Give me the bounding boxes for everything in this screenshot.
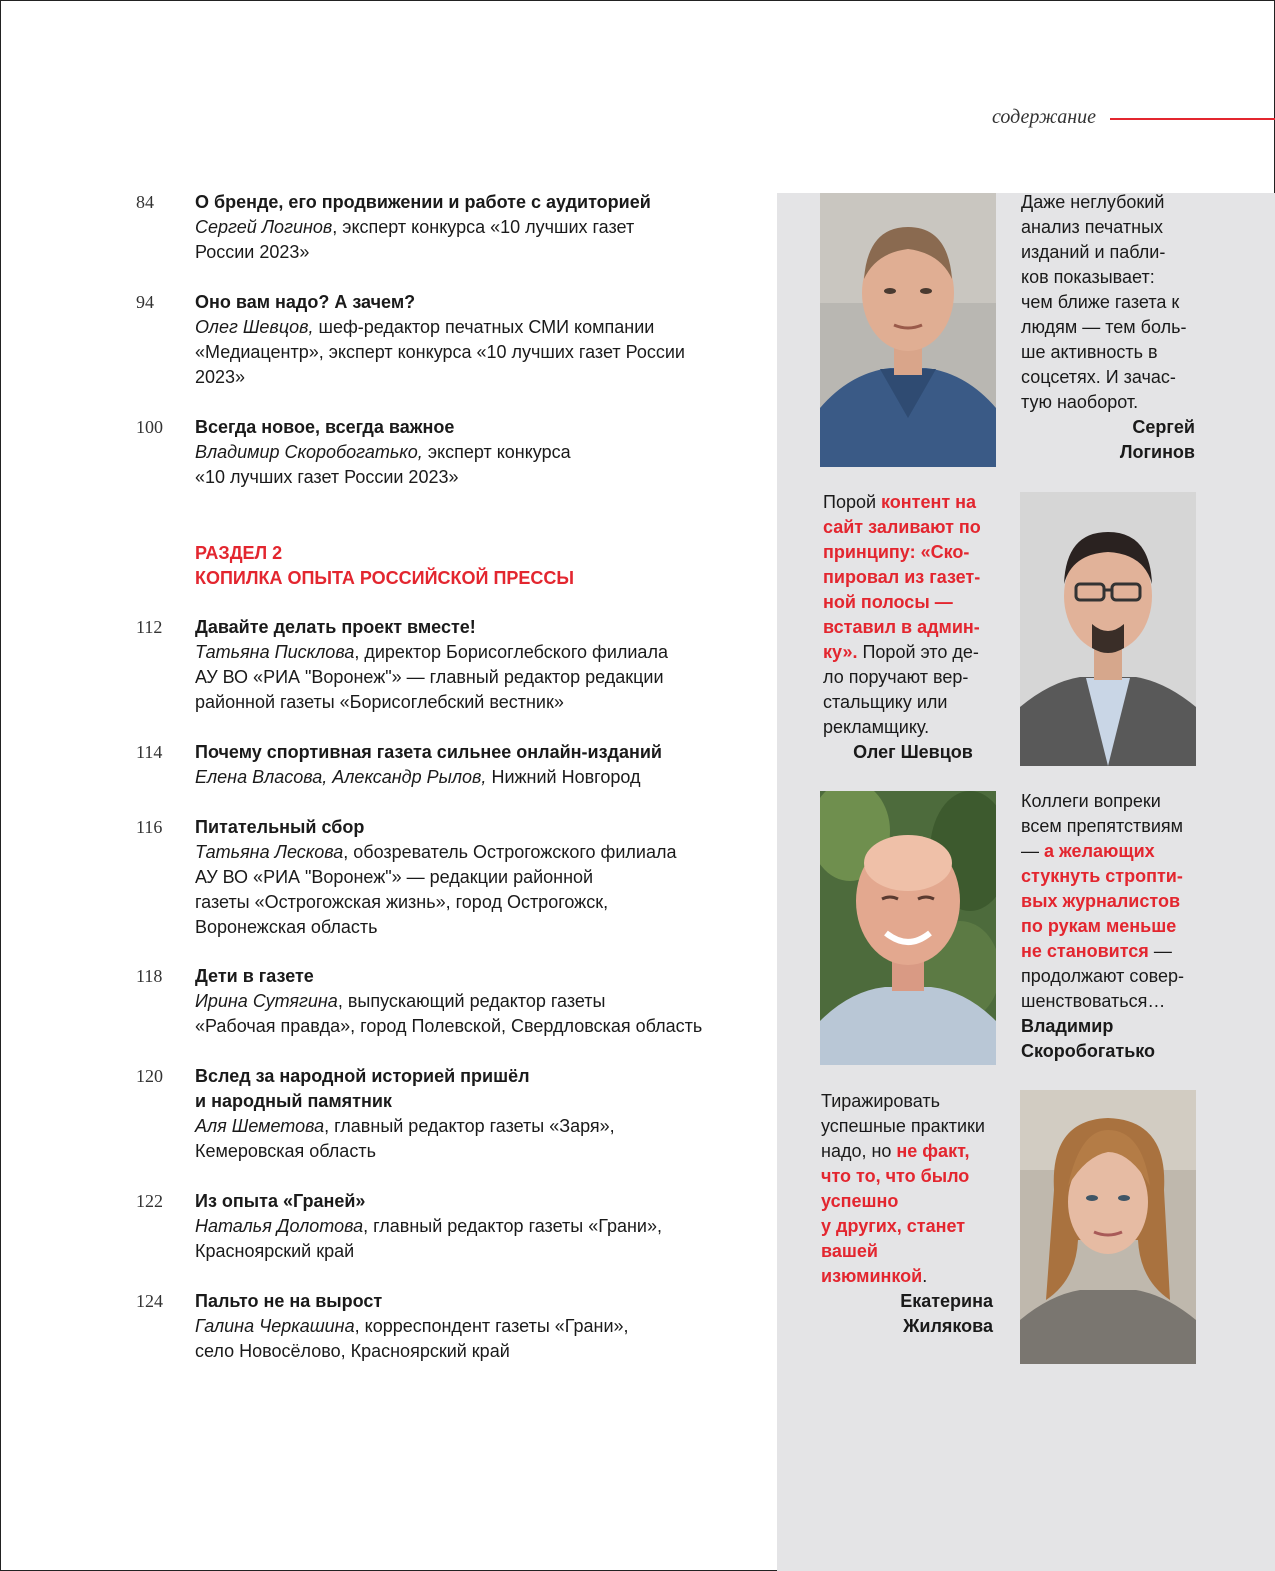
- quote-line: [1021, 839, 1211, 864]
- quote-text: рекламщику.: [823, 717, 930, 737]
- quote-text: .: [922, 1266, 928, 1286]
- quote-text: ше активность в: [1021, 342, 1158, 362]
- quote-highlight: ной полосы —: [823, 592, 953, 612]
- quote-line: [1021, 914, 1211, 939]
- portrait-photo-ekaterina-zhilyakova: [1020, 1090, 1196, 1364]
- toc-author-role: , выпускающий редактор газеты: [337, 991, 606, 1011]
- quote-text: стальщику или: [823, 692, 948, 712]
- toc-entry-author-line: [195, 640, 735, 665]
- quote-line: [1021, 265, 1211, 290]
- quote-attribution: Екатерина: [900, 1291, 993, 1311]
- quote-attribution: Владимир: [1021, 1016, 1114, 1036]
- quote-oleg-shevtsov: [823, 490, 1003, 765]
- toc-page-number: 84: [136, 192, 154, 212]
- quote-highlight: не факт,: [896, 1141, 970, 1161]
- toc-author-role: Нижний Новгород: [486, 767, 641, 787]
- toc-page-number: 120: [136, 1066, 163, 1086]
- quote-text: ков показывает:: [1021, 267, 1155, 287]
- quote-text: успешные практики: [821, 1116, 985, 1136]
- quote-line: [823, 690, 1003, 715]
- toc-author-role: , главный редактор газеты «Грани»,: [363, 1216, 662, 1236]
- quote-highlight: вставил в админ-: [823, 617, 980, 637]
- quote-attribution: Олег Шевцов: [853, 742, 973, 762]
- toc-entry-body: [195, 1064, 735, 1164]
- toc-entry-title: Всегда новое, всегда важное: [195, 417, 455, 437]
- toc-entry-author-line: Кемеровская область: [195, 1141, 376, 1161]
- toc-entry-title: Оно вам надо? А зачем?: [195, 292, 416, 312]
- toc-entry-author-line: «Рабочая правда», город Полевской, Свердловская область: [195, 1016, 703, 1036]
- toc-author-name: Наталья Долотова: [195, 1216, 364, 1236]
- toc-page-number: 118: [136, 966, 163, 986]
- quote-line: [1021, 889, 1211, 914]
- quote-text: анализ печатных: [1021, 217, 1164, 237]
- quote-attribution: Логинов: [1119, 442, 1195, 462]
- toc-entry-author-line: районной газеты «Борисоглебский вестник»: [195, 692, 564, 712]
- toc-author-role: эксперт конкурса: [422, 442, 571, 462]
- toc-entry-body: [195, 815, 735, 940]
- toc-entry-author-line: Воронежская область: [195, 917, 378, 937]
- toc-entry-title: О бренде, его продвижении и работе с аудиторией: [195, 192, 651, 212]
- quote-line: [1021, 240, 1211, 265]
- toc-entry-author-line: [195, 215, 735, 240]
- toc-entry-author-line: АУ ВО «РИА "Воронеж"» — главный редактор редакции: [195, 667, 664, 687]
- quote-line: [821, 1239, 1011, 1264]
- toc-page-number: 124: [136, 1291, 163, 1311]
- toc-entry-body: [195, 1289, 735, 1364]
- quote-line: [821, 1189, 1011, 1214]
- quote-text: —: [1148, 941, 1172, 961]
- quote-line: [823, 615, 1003, 640]
- toc-entry-title: и народный памятник: [195, 1091, 392, 1111]
- toc-entry-author-line: «10 лучших газет России 2023»: [195, 467, 459, 487]
- toc-entry-title: Из опыта «Граней»: [195, 1191, 366, 1211]
- quote-highlight: контент на: [881, 492, 977, 512]
- quote-highlight: успешно: [821, 1191, 899, 1211]
- toc-page-number: 94: [136, 292, 154, 312]
- toc-author-name: Ирина Сутягина: [195, 991, 338, 1011]
- quote-line: [1021, 390, 1211, 415]
- portrait-photo-vladimir-skorobogatko: [820, 791, 996, 1065]
- toc-entry-title: Давайте делать проект вместе!: [195, 617, 476, 637]
- section-number: РАЗДЕЛ 2: [195, 543, 283, 563]
- quote-highlight: вашей: [821, 1241, 878, 1261]
- toc-entry-author-line: [195, 1114, 735, 1139]
- toc-entry-author-line: газеты «Острогожская жизнь», город Острогожск,: [195, 892, 609, 912]
- quote-line: [1021, 864, 1211, 889]
- quote-text: ло поручают вер-: [823, 667, 969, 687]
- quote-line: [823, 515, 1003, 540]
- quote-line: [821, 1089, 1011, 1114]
- toc-entry-body: [195, 1189, 735, 1264]
- quote-text: продолжают совер-: [1021, 966, 1184, 986]
- toc-author-name: Сергей Логинов: [195, 217, 333, 237]
- quote-text: изданий и пабли-: [1021, 242, 1166, 262]
- portrait-photo-oleg-shevtsov: [1020, 492, 1196, 766]
- toc-entry-body: [195, 740, 735, 790]
- toc-entry-author-line: «Медиацентр», эксперт конкурса «10 лучших газет России: [195, 342, 685, 362]
- quote-vladimir-skorobogatko: [1021, 789, 1211, 1064]
- quote-highlight: у других, станет: [821, 1216, 966, 1236]
- quote-text: всем препятствиям: [1021, 816, 1184, 836]
- quote-highlight: вых журналистов: [1021, 891, 1181, 911]
- toc-author-role: , главный редактор газеты «Заря»,: [324, 1116, 615, 1136]
- quote-text: Коллеги вопреки: [1021, 791, 1161, 811]
- toc-entry-author-line: [195, 1214, 735, 1239]
- toc-entry-body: [195, 415, 735, 490]
- quote-line: [821, 1264, 1011, 1289]
- toc-author-name: Галина Черкашина: [195, 1316, 355, 1336]
- quote-highlight: по рукам меньше: [1021, 916, 1177, 936]
- quote-text: Порой: [823, 492, 882, 512]
- quote-line: [1021, 215, 1211, 240]
- toc-entry-title: Вслед за народной историей пришёл: [195, 1066, 530, 1086]
- toc-author-role: , обозреватель Острогожского филиала: [343, 842, 677, 862]
- toc-page-number: 122: [136, 1191, 163, 1211]
- quote-text: Даже неглубокий: [1021, 192, 1165, 212]
- toc-entry-body: [195, 615, 735, 715]
- quote-line: [1021, 290, 1211, 315]
- quote-highlight: а желающих: [1044, 841, 1155, 861]
- quote-text: —: [1021, 841, 1045, 861]
- quote-line: [1021, 964, 1211, 989]
- quote-highlight: принципу: «Ско-: [823, 542, 970, 562]
- quote-line: [1021, 989, 1211, 1014]
- quote-highlight: сайт заливают по: [823, 517, 981, 537]
- quote-attribution: Жилякова: [903, 1316, 993, 1336]
- quote-highlight: стукнуть стропти-: [1021, 866, 1183, 886]
- quote-highlight: изюминкой: [821, 1266, 923, 1286]
- quote-attribution: Сергей: [1132, 417, 1195, 437]
- toc-entry-author-line: России 2023»: [195, 242, 310, 262]
- quote-ekaterina-zhilyakova: [821, 1089, 1011, 1339]
- section-label: содержание: [992, 106, 1096, 128]
- toc-entry-author-line: [195, 315, 735, 340]
- toc-entry-author-line: [195, 989, 735, 1014]
- toc-page-number: 112: [136, 617, 163, 637]
- quote-line: [1021, 814, 1211, 839]
- quote-line: [1021, 190, 1211, 215]
- quote-line: [821, 1164, 1011, 1189]
- toc-author-name: Татьяна Писклова: [195, 642, 355, 662]
- quote-text: шенствоваться…: [1021, 991, 1166, 1011]
- quote-highlight: что то, что было: [821, 1166, 970, 1186]
- quote-line: [823, 590, 1003, 615]
- quote-sergey-loginov: [1021, 190, 1211, 465]
- quote-attribution: Скоробогатько: [1021, 1041, 1156, 1061]
- section-heading: [195, 541, 735, 591]
- quote-line: [1021, 315, 1211, 340]
- toc-page-number: 116: [136, 817, 163, 837]
- quote-line: [821, 1139, 1011, 1164]
- quote-line: [821, 1114, 1011, 1139]
- toc-entry-author-line: АУ ВО «РИА "Воронеж"» — редакции районной: [195, 867, 594, 887]
- quote-text: надо, но: [821, 1141, 897, 1161]
- toc-entry-title: Дети в газете: [195, 966, 314, 986]
- toc-entry-author-line: [195, 1314, 735, 1339]
- toc-page-number: 114: [136, 742, 163, 762]
- toc-entry-title: Почему спортивная газета сильнее онлайн-изданий: [195, 742, 662, 762]
- quote-line: [823, 565, 1003, 590]
- header-rule: [1110, 118, 1275, 120]
- toc-author-role: , директор Борисоглебского филиала: [354, 642, 668, 662]
- quote-line: [1021, 340, 1211, 365]
- quote-text: чем ближе газета к: [1021, 292, 1180, 312]
- toc-page-number: 100: [136, 417, 163, 437]
- quote-text: людям — тем боль-: [1021, 317, 1187, 337]
- toc-entry-author-line: 2023»: [195, 367, 246, 387]
- toc-entry-title: Пальто не на вырост: [195, 1291, 383, 1311]
- toc-entry-author-line: [195, 840, 735, 865]
- quote-text: соцсетях. И зачас-: [1021, 367, 1176, 387]
- quote-line: [823, 665, 1003, 690]
- quote-line: [1021, 789, 1211, 814]
- quote-line: [1021, 365, 1211, 390]
- quote-highlight: пировал из газет-: [823, 567, 981, 587]
- quote-line: [823, 540, 1003, 565]
- quote-text: Порой это де-: [857, 642, 979, 662]
- quote-text: Тиражировать: [821, 1091, 940, 1111]
- toc-entry-title: Питательный сбор: [195, 817, 365, 837]
- toc-entry-author-line: Красноярский край: [195, 1241, 355, 1261]
- toc-entry-author-line: [195, 440, 735, 465]
- toc-entry-author-line: село Новосёлово, Красноярский край: [195, 1341, 510, 1361]
- toc-entry-body: [195, 190, 735, 265]
- portrait-photo-sergey-loginov: [820, 193, 996, 467]
- quote-line: [821, 1214, 1011, 1239]
- toc-author-name: Елена Власова, Александр Рылов,: [195, 767, 487, 787]
- toc-entry-author-line: [195, 765, 735, 790]
- section-title: КОПИЛКА ОПЫТА РОССИЙСКОЙ ПРЕССЫ: [195, 568, 575, 588]
- toc-author-role: , эксперт конкурса «10 лучших газет: [332, 217, 635, 237]
- quote-highlight: не становится: [1021, 941, 1149, 961]
- toc-author-role: , корреспондент газеты «Грани»,: [354, 1316, 629, 1336]
- quote-line: [1021, 939, 1211, 964]
- quote-highlight: ку».: [823, 642, 858, 662]
- toc-author-role: шеф-редактор печатных СМИ компании: [313, 317, 655, 337]
- toc-entry-body: [195, 964, 735, 1039]
- toc-author-name: Татьяна Лескова: [195, 842, 344, 862]
- toc-author-name: Аля Шеметова: [195, 1116, 325, 1136]
- quote-line: [823, 715, 1003, 740]
- toc-entry-body: [195, 290, 735, 390]
- toc-author-name: Олег Шевцов,: [195, 317, 314, 337]
- quote-line: [823, 490, 1003, 515]
- quote-text: тую наоборот.: [1021, 392, 1139, 412]
- toc-author-name: Владимир Скоробогатько,: [195, 442, 423, 462]
- quote-line: [823, 640, 1003, 665]
